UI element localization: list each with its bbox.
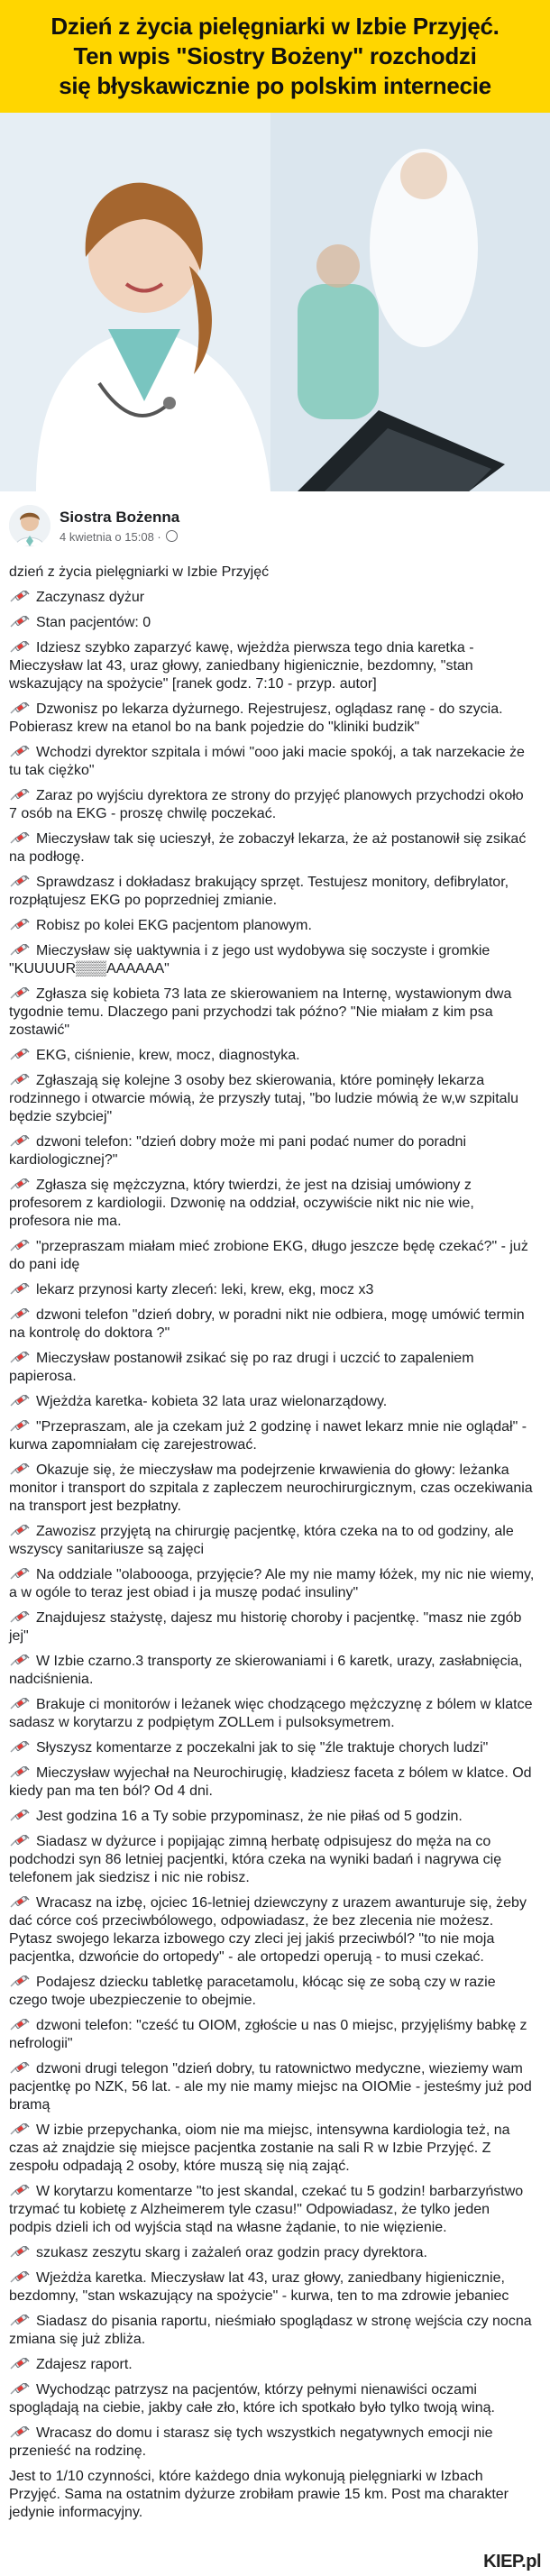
post-item <box>9 1177 536 1231</box>
syringe-icon <box>9 1611 31 1624</box>
post-date[interactable] <box>60 530 178 544</box>
post-item <box>9 2060 536 2114</box>
post-item-text: szukasz zeszytu skarg i zażaleń oraz godzin pracy dyrektora. <box>36 2245 427 2260</box>
syringe-icon <box>9 1568 31 1581</box>
post-item <box>9 1523 536 1559</box>
post-outro: Jest to 1/10 czynności, które każdego dnia wykonują pielęgniarki w Izbach Przyjęć. Sama na ostatnim dyżurze zrobiłam prawie 15 km. Post ma charakter jedynie informacyjny. <box>9 2469 509 2520</box>
syringe-icon <box>9 1283 31 1296</box>
post-item-text: Brakuje ci monitorów i leżanek więc chodzącego mężczyznę z bólem w klatce sadasz w korytarzu z podpiętym ZOLLem i pulsoksymetrem. <box>9 1697 533 1730</box>
post-item <box>9 787 536 823</box>
post-item-text: dzwoni telefon "dzień dobry, w poradni nikt nie odbiera, mogę umówić termin na kontrolę do doktora ?" <box>9 1307 525 1341</box>
post-item <box>9 830 536 866</box>
post-item <box>9 639 536 693</box>
post-item-text: W Izbie czarno.3 transporty ze skierowaniami i 6 karetk, urazy, zasłabnięcia, nadciśnienia. <box>9 1654 523 1687</box>
syringe-icon <box>9 944 31 957</box>
post-item <box>9 1281 536 1299</box>
syringe-icon <box>9 641 31 654</box>
globe-icon <box>166 530 178 542</box>
post-item-text: Na oddziale "olaboooga, przyjęcie? Ale my nie mamy łóżek, my nic nie wiemy, a w ogóle to teraz jest obiad i ja muszę podać insuliny" <box>9 1567 535 1600</box>
post-item <box>9 942 536 978</box>
post-item-text: dzwoni drugi telegon "dzień dobry, tu ratownictwo medyczne, wieziemy wam pacjentkę po NZK, 56 lat. - ale my nie mamy miejsc na OIOMie - jesteśmy już pod bramą <box>9 2061 532 2113</box>
syringe-icon <box>9 2185 31 2197</box>
post-item-text: Mieczysław tak się ucieszył, że zobaczył lekarza, że aż postanowił się zsikać na podłogę. <box>9 831 527 865</box>
post-item <box>9 2313 536 2349</box>
post-header <box>0 501 550 555</box>
post-item-text: Zdajesz raport. <box>36 2357 133 2372</box>
syringe-icon <box>9 702 31 715</box>
nurse-illustration <box>0 113 550 491</box>
nurse-photo <box>0 113 550 491</box>
post-item-text: Wjeżdża karetka- kobieta 32 lata uraz wielonarządowy. <box>36 1394 388 1409</box>
syringe-icon <box>9 1395 31 1407</box>
post-item-text: W izbie przepychanka, oiom nie ma miejsc, intensywna kardiologia też, na czas aż znajdzie się miejsce pacjentka zostanie na sali R w Izbie Przyjęć. Z zespołu odpadają 2 osoby, które muszą się nią zająć. <box>9 2122 510 2174</box>
post-item <box>9 1566 536 1602</box>
post-item-text: Jest godzina 16 a Ty sobie przypominasz, że nie piłaś od 5 godzin. <box>36 1809 463 1824</box>
post-item-text: Znajdujesz stażystę, dajesz mu historię choroby i pacjentkę. "masz nie zgób jej" <box>9 1610 522 1644</box>
syringe-icon <box>9 1352 31 1364</box>
post-item <box>9 874 536 910</box>
post-item-text: W korytarzu komentarze "to jest skandal, czekać tu 5 godzin! barbarzyństwo trzymać tu kobietę z Alzheimerem tyle czasu!" Odpowiadasz, że tylko jeden podpis dzieli ich od wyjścia stąd na własne żądanie, to nie więzienie. <box>9 2184 524 2235</box>
syringe-icon <box>9 832 31 845</box>
post-item-text: Dzwonisz po lekarza dyżurnego. Rejestrujesz, oglądasz ranę - do szycia. Pobierasz krew na etanol bo na bank pojedzie do "kliniki budzik" <box>9 701 503 735</box>
post-item <box>9 1133 536 1169</box>
post-item-text: Stan pacjentów: 0 <box>36 615 151 630</box>
post-item <box>9 744 536 780</box>
post-item <box>9 1974 536 2010</box>
post-item-text: Zgłasza się mężczyzna, który twierdzi, że jest na dzisiaj umówiony z profesorem z kardiologii. Dzwonię na oddział, oczywiście nikt nic nie wie, profesora nie ma. <box>9 1178 474 1229</box>
post-item-text: Mieczysław postanowił zsikać się po raz drugi i uczcić to zapaleniem papierosa. <box>9 1351 474 1384</box>
post-item <box>9 1462 536 1516</box>
post-item <box>9 2356 536 2374</box>
syringe-icon <box>9 2062 31 2075</box>
post-item-text: lekarz przynosi karty zleceń: leki, krew, ekg, mocz x3 <box>36 1282 374 1297</box>
post-item <box>9 1418 536 1454</box>
syringe-icon <box>9 616 31 628</box>
syringe-icon <box>9 2383 31 2396</box>
post-item <box>9 1306 536 1343</box>
post-item-text: Zaraz po wyjściu dyrektora ze strony do przyjęć planowych przychodzi około 7 osób na EKG - proszę chwilę poczekać. <box>9 788 524 821</box>
syringe-icon <box>9 875 31 888</box>
post-date-text: 4 kwietnia o 15:08 · <box>60 530 161 544</box>
post-item-text: Sprawdzasz i dokładasz brakujący sprzęt. Testujesz monitory, defibrylator, rozpłątujesz EKG po poprzedniej zmianie. <box>9 875 509 908</box>
syringe-icon <box>9 1074 31 1086</box>
post-item-text: Wracasz do domu i starasz się tych wszystkich negatywnych emocji nie przenieść na rodzinę. <box>9 2425 493 2459</box>
syringe-icon <box>9 919 31 931</box>
post-item-text: dzwoni telefon: "dzień dobry może mi pani podać numer do poradni kardiologicznej?" <box>9 1134 467 1168</box>
syringe-icon <box>9 1766 31 1779</box>
syringe-icon <box>9 2019 31 2031</box>
post-item <box>9 2269 536 2306</box>
syringe-icon <box>9 1240 31 1252</box>
post-item <box>9 1833 536 1887</box>
post-item <box>9 1047 536 1065</box>
syringe-icon <box>9 1049 31 1061</box>
post-item <box>9 1609 536 1646</box>
syringe-icon <box>9 987 31 1000</box>
title-banner <box>0 0 550 113</box>
post-item <box>9 2017 536 2053</box>
syringe-icon <box>9 591 31 603</box>
syringe-icon <box>9 1698 31 1710</box>
post-items <box>9 589 536 2461</box>
syringe-icon <box>9 1525 31 1537</box>
syringe-icon <box>9 1178 31 1191</box>
syringe-icon <box>9 1135 31 1148</box>
syringe-icon <box>9 2426 31 2439</box>
syringe-icon <box>9 1655 31 1667</box>
post-item <box>9 701 536 737</box>
post-item <box>9 2425 536 2461</box>
title-line-2: Ten wpis "Siostry Bożeny" rozchodzi <box>73 42 477 69</box>
post-item-text: Wchodzi dyrektor szpitala i mówi "ooo jaki macie spokój, a tak narzekacie że tu tak ciężko" <box>9 745 525 778</box>
post-item <box>9 2244 536 2262</box>
syringe-icon <box>9 2315 31 2327</box>
post-body <box>0 564 550 2529</box>
syringe-icon <box>9 1741 31 1754</box>
post-item <box>9 1072 536 1126</box>
avatar[interactable] <box>9 505 50 546</box>
syringe-icon <box>9 1308 31 1321</box>
post-item-text: EKG, ciśnienie, krew, mocz, diagnostyka. <box>36 1048 300 1063</box>
post-item-text: Zgłaszają się kolejne 3 osoby bez skierowania, które pominęły lekarza rodzinnego i otwarcie mówią, że przyszły tutaj, "bo ludzie mówią że w,w szpitalu będzie szybciej" <box>9 1073 519 1124</box>
post-item-text: dzwoni telefon: "cześć tu OIOM, zgłoście u nas 0 miejsc, przyjęliśmy babkę z nefrologii" <box>9 2018 527 2051</box>
post-item <box>9 1808 536 1826</box>
post-item-text: Robisz po kolei EKG pacjentom planowym. <box>36 918 312 933</box>
syringe-icon <box>9 746 31 758</box>
syringe-icon <box>9 2123 31 2136</box>
syringe-icon <box>9 1810 31 1822</box>
post-item <box>9 1696 536 1732</box>
post-item-text: Zawozisz przyjętą na chirurgię pacjentkę, która czeka na to od godziny, ale wszyscy sanitariusze są zajęci <box>9 1524 514 1557</box>
post-author[interactable]: Siostra Bożenna <box>60 509 180 526</box>
post-item <box>9 1739 536 1757</box>
post-item-text: Okazuje się, że mieczysław ma podejrzenie krwawienia do głowy: leżanka monitor i transport do szpitala z zapleczem neurochirurgicznym, czas oczekiwania na transport jest bezpłatny. <box>9 1462 533 1514</box>
post-item-text: Zgłasza się kobieta 73 lata ze skierowaniem na Internę, wystawionym dwa tygodnie temu. Dlaczego pani przychodzi tak późno? "Nie miałam z kim psa zostawić" <box>9 986 512 1038</box>
syringe-icon <box>9 2358 31 2370</box>
post-item-text: Idziesz szybko zaparzyć kawę, wjeżdża pierwsza tego dnia karetka - Mieczysław lat 43, uraz głowy, zaniedbany higienicznie, bezdomny, "stan wskazujący na spożycie" [ranek godz. 7:10 - przyp. autor] <box>9 640 474 692</box>
post-item <box>9 2122 536 2176</box>
post-item <box>9 1350 536 1386</box>
post-item <box>9 1238 536 1274</box>
post-item-text: Siadasz w dyżurce i popijając zimną herbatę odpisujesz do męża na co podchodzi syn 86 letniej pacjentki, która czeka na wyniki badań i nagrywa cię telefonem jak siedzisz i nic nie robisz. <box>9 1834 502 1885</box>
syringe-icon <box>9 1896 31 1909</box>
post-item-text: "Przepraszam, ale ja czekam już 2 godzinę i nawet lekarz mnie nie oglądał" - kurwa zapomniałam cię zarejestrować. <box>9 1419 527 1453</box>
post-item <box>9 1894 536 1966</box>
post-item-text: Wracasz na izbę, ojciec 16-letniej dziewczyny z urazem awanturuje się, żeby dać córce coś przeciwbólowego, odpowiadasz, że bez zlecenia nie możesz. Pytasz swojego lekarza izbowego czy zleci jej jakiś przeciwból? "to nie moja pacjentka, dzwońcie do ortopedy" - ale ortopedzi operują - to musi czekać. <box>9 1895 527 1965</box>
post-item-text: Wjeżdża karetka. Mieczysław lat 43, uraz głowy, zaniedbany higienicznie, bezdomny, "stan wskazujący na spożycie" - kurwa, ten to ma zdrowie jebaniec <box>9 2270 509 2304</box>
post-item <box>9 985 536 1040</box>
syringe-icon <box>9 1420 31 1433</box>
post-item-text: Podajesz dziecku tabletkę paracetamolu, kłócąc się ze sobą czy w razie czego twoje ubezpieczenie to obejmie. <box>9 1975 496 2008</box>
syringe-icon <box>9 2271 31 2284</box>
avatar-image <box>9 505 50 546</box>
post-item <box>9 1393 536 1411</box>
post-item-text: Mieczysław wyjechał na Neurochirugię, kładziesz faceta z bólem w klatce. Od kiedy pan ma ten ból? Od 4 dni. <box>9 1765 532 1799</box>
post-item <box>9 917 536 935</box>
title-line-1: Dzień z życia pielęgniarki w Izbie Przyjęć. <box>50 13 500 40</box>
post-item <box>9 1765 536 1801</box>
post-item-text: Mieczysław się uaktywnia i z jego ust wydobywa się soczyste i gromkie "KUUUUR▒▒▒AAAAAA" <box>9 943 490 976</box>
title-line-3: się błyskawicznie po polskim internecie <box>59 72 491 99</box>
post-item-text: Słyszysz komentarze z poczekalni jak to się "źle traktuje chorych ludzi" <box>36 1740 489 1756</box>
post-item <box>9 1653 536 1689</box>
watermark-logo: KIEP.pl <box>480 2552 545 2572</box>
syringe-icon <box>9 789 31 802</box>
syringe-icon <box>9 1463 31 1476</box>
syringe-icon <box>9 2246 31 2259</box>
post-item <box>9 2381 536 2417</box>
post-item-text: Zaczynasz dyżur <box>36 590 145 605</box>
post-item-text: Wychodząc patrzysz na pacjentów, którzy pełnymi nienawiści oczami spoglądają na ciebie, jakby całe zło, które ich spotkało było tylko twoją winą. <box>9 2382 495 2416</box>
post-item <box>9 614 536 632</box>
post-item-text: "przepraszam miałam mieć zrobione EKG, długo jeszcze będę czekać?" - już do pani idę <box>9 1239 528 1272</box>
post-item-text: Siadasz do pisania raportu, nieśmiało spoglądasz w stronę wejścia czy nocna zmiana się już zbliża. <box>9 2314 532 2347</box>
post-item <box>9 2183 536 2237</box>
post-intro: dzień z życia pielęgniarki w Izbie Przyjęć <box>9 564 270 580</box>
post-item <box>9 589 536 607</box>
syringe-icon <box>9 1976 31 1988</box>
syringe-icon <box>9 1835 31 1847</box>
